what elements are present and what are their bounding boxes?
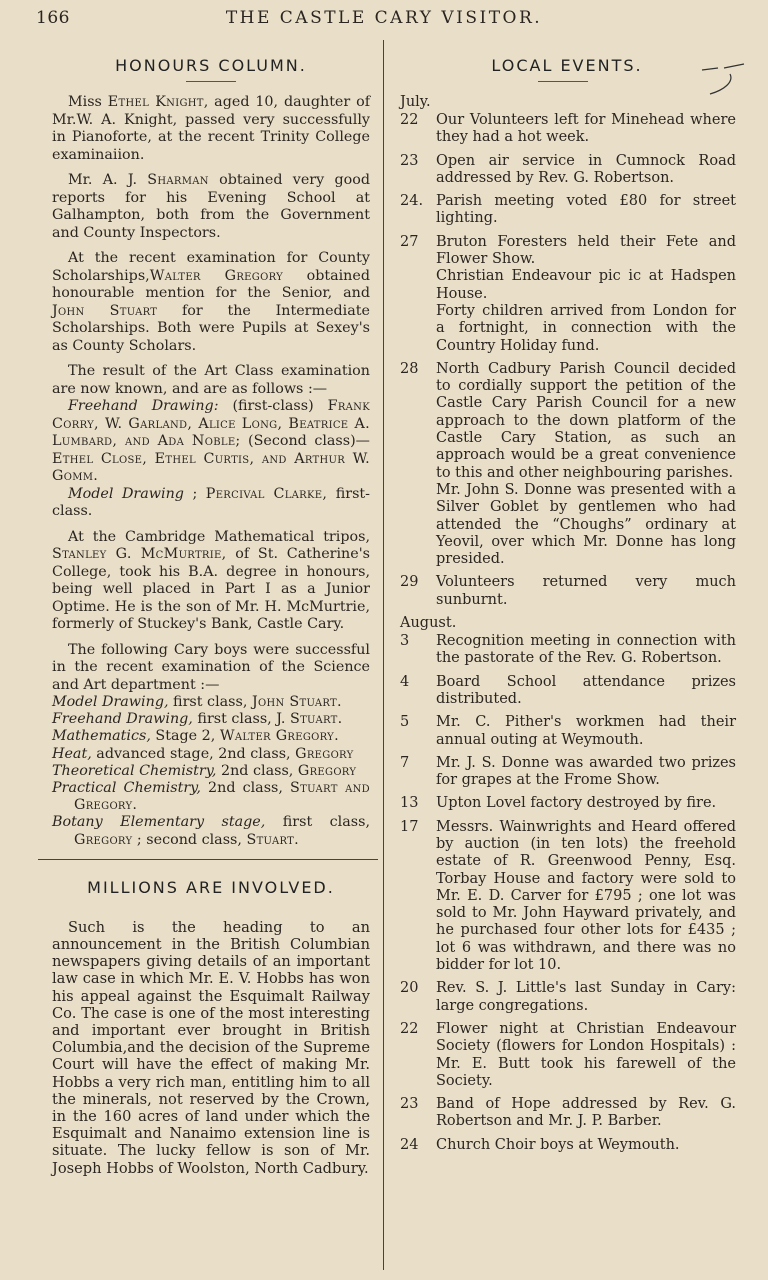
event-line: Our Volunteers left for Minehead where they had a hot week. [436,112,736,146]
result-line [52,746,370,763]
event-text [436,755,736,790]
event-day: 22 [400,112,419,128]
names: Walter Gregory. [219,728,339,745]
label: Model Drawing, [52,694,169,710]
text: (Second class)— [240,433,370,449]
event-text [436,795,736,812]
event-text [436,574,736,609]
event-text [436,674,736,709]
event-day: 22 [400,1020,419,1037]
event-entry [398,574,736,609]
text: obtained honourable mention for the Senior, and [52,267,371,301]
names: John Stuart. [251,694,342,710]
event-line: North Cadbury Parish Council decided to cordially support the petition of the Castle Cary Parish Council for a new approach to the down platform of the Castle Cary Station, as such an approach would be a great convenience to this and other neighbouring parishes. [436,360,736,481]
local-events-heading: LOCAL EVENTS. [491,56,643,75]
result-line [52,711,370,728]
heading-rule [186,81,236,82]
event-line: Church Choir boys at Weymouth. [436,1136,680,1153]
result-line [52,763,370,780]
name: Sharman [147,172,209,188]
event-text [436,193,736,228]
names: Gregory [297,762,357,779]
text: Mr. A. J. [68,172,148,188]
art-class-freehand [52,398,370,486]
text: Miss [68,94,108,110]
events-list [398,94,736,1154]
event-text [436,112,736,147]
text: for the Intermediate Scholarships. Both were Pupils at Sexey's as County Scholars. [52,302,370,354]
event-day: 24 [400,1136,419,1153]
event-line: Band of Hope addressed by Rev. G. Robertson and Mr. J. P. Barber. [436,1096,736,1130]
label: Theoretical Chemistry, [52,762,217,779]
label: Model Drawing [68,485,184,502]
page-number: 166 [36,8,70,28]
text: ; [183,485,206,502]
event-entry [398,153,736,188]
label: Mathematics, [52,728,151,745]
text: Stage 2, [150,728,220,745]
event-text [436,1137,736,1154]
month-label: July. [400,94,431,110]
result-line [52,694,370,711]
names: Stuart. [289,711,343,728]
text: At the recent examination for County Scholarships, [52,250,370,284]
art-class-model [52,486,370,521]
event-text [436,153,736,188]
names: Stuart. [246,831,299,848]
event-entry [398,633,736,668]
paper-title: THE CASTLE CARY VISITOR. [225,8,543,28]
event-line: Rev. S. J. Little's last Sunday in Cary: large congregations. [436,980,736,1014]
text: , aged 10, daughter of Mr.W. A. Knight, passed very successfully in Pianoforte, at the recent Trinity College examinaiion. [52,94,370,163]
text: of St. Catherine's College, took his B.A. degree in honours, being well placed in Part I as a Junior Optime. He is the son of Mr. H. McMurtrie, formerly of Stuckey's Bank, Castle Cary. [52,546,370,632]
event-day: 17 [400,818,419,835]
event-day: 29 [400,574,419,591]
running-head [30,8,738,30]
event-entry [398,193,736,228]
event-line: Christian Endeavour pic ic at Hadspen House. [436,268,736,302]
event-line: Open air service in Cumnock Road addressed by Rev. G. Robertson. [436,152,736,186]
names: Frank Corry, W. Garland, Alice Long, Beatrice A. Lumbard, and Ada Noble; [52,398,370,449]
text: 2nd class, [200,780,291,797]
event-line: Volunteers returned very much sunburnt. [436,574,736,608]
result-line [52,814,370,848]
name: Percival Clarke, [205,485,328,502]
event-text [436,980,736,1015]
event-line: Mr. C. Pither's workmen had their annual outing at Weymouth. [436,714,736,748]
art-class-intro: The result of the Art Class examination are now known, and are as follows :— [52,363,370,397]
millions-heading: MILLIONS ARE INVOLVED. [87,877,335,897]
event-entry [398,755,736,790]
millions-body: Such is the heading to an announcement in the British Columbian newspapers giving details of an important law case in which Mr. E. V. Hobbs has won his appeal against the Esquimalt Railway Co. The case is one of the most interesting and important ever brought in British Columbia,and the decision of the Supreme Court will have the effect of making Mr. Hobbs a very rich man, entitling him to all the minerals, not reserved by the Crown, in the 160 acres of land under which the Esquimalt and Nanaimo extension line is situate. The lucky fellow is son of Mr. Joseph Hobbs of Woolston, North Cadbury. [52,918,370,1177]
event-day: 3 [400,633,410,650]
label: Botany Elementary stage, [52,814,266,831]
text: first class, J. [192,711,290,728]
text: ; second class, [132,831,247,848]
column-divider [383,40,384,1270]
event-line: Forty children arrived from London for a fortnight, in connection with the Country Holiday fund. [436,302,736,354]
event-day: 28 [400,360,419,377]
event-entry [398,819,736,975]
event-line: Mr. John S. Donne was presented with a Silver Goblet by gentlemen who had attended the “Choughs” ordinary at Yeovil, over which Mr. Donne has long presided. [436,481,736,568]
event-line: Messrs. Wainwrights and Heard offered by auction (in ten lots) the freehold estate of R. Greenwood Penny, Esq. Torbay House and factory were sold to Mr. E. D. Carver for £795 ; one lot was sold to Mr. John Hayward privately, and he purchased four other lots for £435 ; lot 6 was withdrawn, and there was no bidder for lot 10. [436,818,736,974]
text: first class, [265,814,370,831]
event-entry [398,714,736,749]
label: Freehand Drawing: [68,398,219,414]
event-text [436,234,736,355]
honours-paragraph-3 [52,250,370,355]
science-art-intro: The following Cary boys were successful in the recent examination of the Science and Art department :— [52,641,370,693]
event-entry [398,361,736,569]
names: Stuart and Gregory. [74,780,370,814]
event-day: 5 [400,714,410,731]
science-art-results [52,694,370,849]
right-column [398,52,736,1160]
event-line: Upton Lovel factory destroyed by fire. [436,795,717,812]
event-day: 24. [400,193,424,210]
event-day: 23 [400,152,419,169]
event-day: 4 [400,673,410,690]
honours-paragraph-1 [52,94,370,164]
event-day: 27 [400,233,419,250]
section-rule [38,859,378,860]
text: At the Cambridge Mathematical tripos, [68,528,370,545]
event-entry [398,674,736,709]
event-entry [398,795,736,812]
heading-rule [538,81,588,82]
honours-paragraph-2 [52,172,370,242]
result-line [52,780,370,814]
event-line: Bruton Foresters held their Fete and Flower Show. [436,233,736,268]
name: Ethel Knight [107,94,204,110]
name: Walter Gregory [149,267,283,284]
text: first-class. [52,485,370,519]
label: Practical Chemistry, [52,780,201,797]
names: Gregory [74,831,133,848]
honours-paragraph-5 [52,529,370,634]
event-entry [398,112,736,147]
event-entry [398,1096,736,1131]
event-text [436,714,736,749]
event-day: 7 [400,754,410,771]
event-line: Parish meeting voted £80 for street lighting. [436,193,736,227]
text: (first-class) [218,398,328,414]
text: first class, [168,694,252,710]
event-day: 20 [400,980,419,997]
event-line: Flower night at Christian Endeavour Society (flowers for London Hospitals) : Mr. E. Butt took his farewell of the Society. [436,1020,736,1089]
event-text [436,1021,736,1090]
event-text [436,633,736,668]
event-line: Board School attendance prizes distributed. [436,673,736,707]
event-day: 23 [400,1096,419,1113]
text: 2nd class, [216,762,298,779]
event-entry [398,1021,736,1090]
result-line [52,728,370,745]
text: obtained very good reports for his Evening School at Galhampton, both from the Government and County Inspectors. [52,172,370,241]
label: Freehand Drawing, [52,711,193,728]
label: Heat, [52,745,92,762]
millions-article [52,919,370,1177]
event-text [436,361,736,569]
left-column [52,52,370,1185]
event-entry [398,1137,736,1154]
event-line: Mr. J. S. Donne was awarded two prizes for grapes at the Frome Show. [436,754,736,789]
text: advanced stage, 2nd class, [91,745,296,762]
pen-mark-decoration [700,60,750,100]
name: John Stuart [52,302,158,319]
event-text [436,819,736,975]
event-day: 13 [400,795,419,812]
names: Gregory [295,745,354,762]
names: Ethel Close, Ethel Curtis, and Arthur W. Gomm. [52,450,370,484]
event-line: Recognition meeting in connection with the pastorate of the Rev. G. Robertson. [436,633,736,667]
event-entry [398,234,736,355]
event-text [436,1096,736,1131]
honours-heading: HONOURS COLUMN. [115,56,307,75]
event-entry [398,980,736,1015]
name: Stanley G. McMurtrie, [52,546,227,562]
month-label: August. [400,615,457,632]
